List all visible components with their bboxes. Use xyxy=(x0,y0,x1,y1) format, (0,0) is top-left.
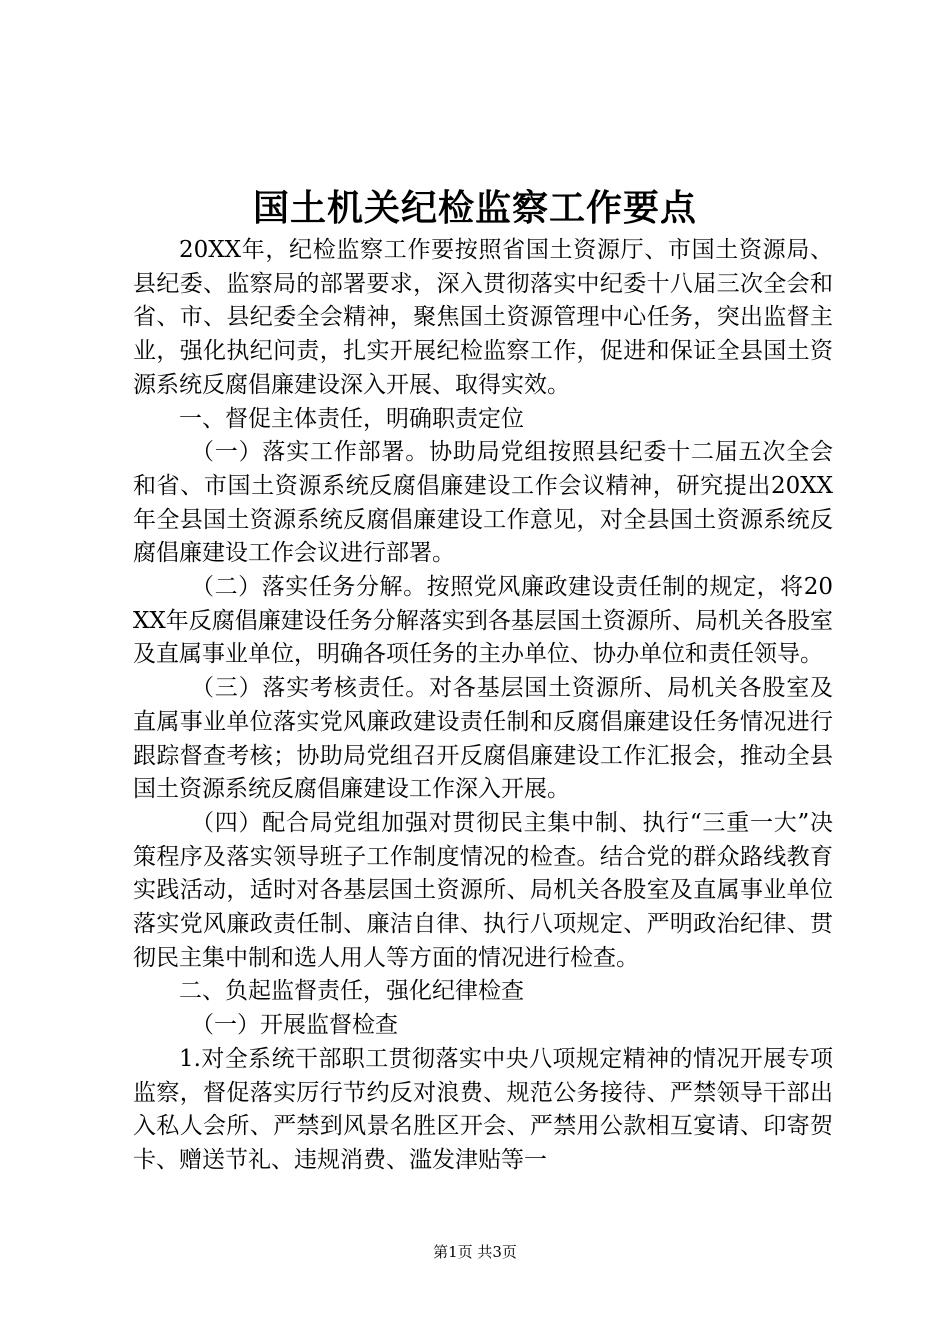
paragraph-item-1-3: （三）落实考核责任。对各基层国土资源所、局机关各股室及直属事业单位落实党风廉政建设责任制和反腐倡廉建设任务情况进行跟踪督查考核；协助局党组召开反腐倡廉建设工作汇报会，推动全县国土资源系统反腐倡廉建设工作深入开展。 xyxy=(133,675,833,803)
section-heading-2: 二、负起监督责任，强化纪律检查 xyxy=(179,978,524,1005)
paragraph-item-2-1-1: 1.对全系统干部职工贯彻落实中央八项规定精神的情况开展专项监察，督促落实厉行节约反对浪费、规范公务接待、严禁领导干部出入私人会所、严禁到风景名胜区开会、严禁用公款相互宴请、印寄贺卡、赠送节礼、违规消费、滥发津贴等一 xyxy=(133,1045,833,1173)
paragraph-item-1-1: （一）落实工作部署。协助局党组按照县纪委十二届五次全会和省、市国土资源系统反腐倡廉建设工作会议精神，研究提出20XX年全县国土资源系统反腐倡廉建设工作意见，对全县国土资源系统反腐倡廉建设工作会议进行部署。 xyxy=(133,439,833,567)
page-footer: 第1页 共3页 xyxy=(433,1243,517,1261)
paragraph-item-1-4: （四）配合局党组加强对贯彻民主集中制、执行“三重一大”决策程序及落实领导班子工作制度情况的检查。结合党的群众路线教育实践活动，适时对各基层国土资源所、局机关各股室及直属事业单位落实党风廉政责任制、廉洁自律、执行八项规定、严明政治纪律、贯彻民主集中制和选人用人等方面的情况进行检查。 xyxy=(133,809,833,971)
subsection-heading-2-1: （一）开展监督检查 xyxy=(191,1012,398,1039)
document-body xyxy=(133,234,833,1178)
paragraph-item-1-2: （二）落实任务分解。按照党风廉政建设责任制的规定，将20XX年反腐倡廉建设任务分解落实到各基层国土资源所、局机关各股室及直属事业单位，明确各项任务的主办单位、协办单位和责任领导。 xyxy=(133,574,833,668)
paragraph-intro: 20XX年，纪检监察工作要按照省国土资源厅、市国土资源局、县纪委、监察局的部署要求，深入贯彻落实中纪委十八届三次全会和省、市、县纪委全会精神，聚焦国土资源管理中心任务，突出监督主业，强化执纪问责，扎实开展纪检监察工作，促进和保证全县国土资源系统反腐倡廉建设深入开展、取得实效。 xyxy=(133,237,833,398)
section-heading-1: 一、督促主体责任，明确职责定位 xyxy=(179,405,524,432)
document-title: 国土机关纪检监察工作要点 xyxy=(252,187,697,229)
